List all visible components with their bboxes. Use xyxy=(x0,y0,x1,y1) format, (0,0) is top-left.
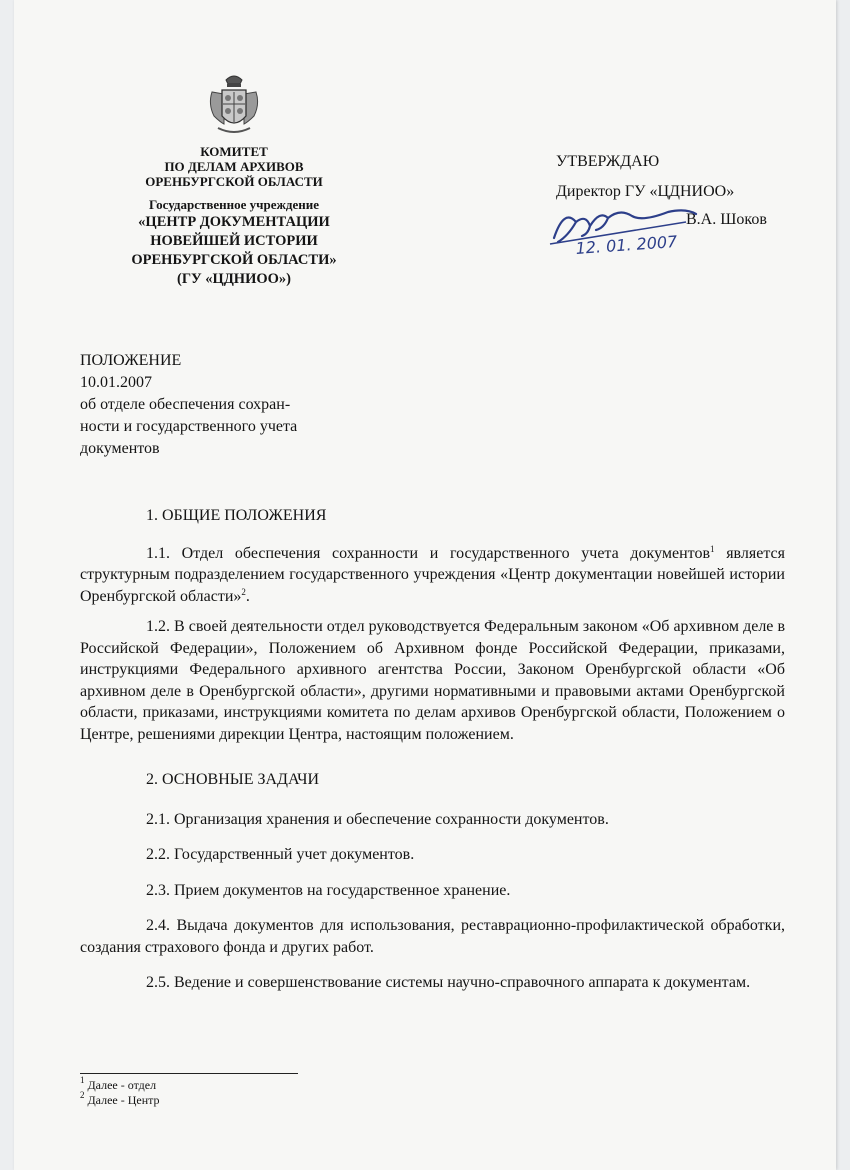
committee-line: КОМИТЕТ xyxy=(200,144,268,159)
footnote-text: Далее - Центр xyxy=(84,1093,160,1107)
footnote xyxy=(80,1075,160,1093)
document-title-block xyxy=(80,350,400,460)
task-item: 2.5. Ведение и совершенствование системы научно-справочного аппарата к документам. xyxy=(146,974,751,991)
institution-name xyxy=(84,197,384,289)
document-type: ПОЛОЖЕНИЕ xyxy=(80,352,182,369)
document-date: 10.01.2007 xyxy=(80,374,152,391)
institution-line: (ГУ «ЦДНИОО») xyxy=(176,271,292,287)
footnotes xyxy=(80,1075,160,1108)
committee-line: ПО ДЕЛАМ АРХИВОВ xyxy=(164,159,304,174)
handwritten-signature xyxy=(546,196,721,258)
coat-of-arms-icon xyxy=(204,70,264,140)
document-body xyxy=(80,505,785,1003)
signature-date: 12. 01. 2007 xyxy=(574,231,678,258)
footnote-divider xyxy=(80,1073,298,1074)
paragraph-1-2: 1.2. В своей деятельности отдел руководствуется Федеральным законом «Об архивном деле в Российской Федерации», Положением об Архивном фонде Российской Федерации, приказами, инструкциями Федерального архивного агентства России, Законом Оренбургской области «Об архивном деле в Оренбургской области», другими нормативными и правовыми актами Оренбургской области, приказами, инструкциями комитета по делам архивов Оренбургской области, Положением о Центре, решениями дирекции Центра, настоящим положением. xyxy=(80,618,785,743)
paragraph-text: является структурным подразделением государственного учреждения «Центр документации новейшей истории Оренбургской области» xyxy=(80,544,785,605)
institution-line: Государственное учреждение xyxy=(148,197,319,212)
approval-position: Директор ГУ «ЦДНИОО» xyxy=(556,183,735,200)
approval-block xyxy=(556,150,826,258)
section-heading: 1. ОБЩИЕ ПОЛОЖЕНИЯ xyxy=(146,507,327,524)
footnote-text: Далее - отдел xyxy=(84,1078,157,1092)
institution-line: «ЦЕНТР ДОКУМЕНТАЦИИ xyxy=(138,214,330,230)
task-item: 2.4. Выдача документов для использования, реставрационно-профилактической обработки, создания страхового фонда и других работ. xyxy=(80,917,785,956)
institution-line: ОРЕНБУРГСКОЙ ОБЛАСТИ» xyxy=(131,252,337,268)
paragraph-text: . xyxy=(245,587,250,605)
task-item: 2.3. Прием документов на государственное хранение. xyxy=(146,881,511,899)
task-item: 2.1. Организация хранения и обеспечение сохранности документов. xyxy=(146,810,609,828)
committee-name xyxy=(84,144,384,189)
approver-name: В.А. Шоков xyxy=(686,211,767,228)
document-subject-line: документов xyxy=(80,440,160,457)
document-subject-line: ности и государственного учета xyxy=(80,418,298,435)
footnote-number: 2 xyxy=(80,1090,85,1100)
approval-title: УТВЕРЖДАЮ xyxy=(556,153,660,170)
institution-line: НОВЕЙШЕЙ ИСТОРИИ xyxy=(150,233,318,249)
section-heading: 2. ОСНОВНЫЕ ЗАДАЧИ xyxy=(146,771,320,788)
footnote-ref: 1 xyxy=(710,543,715,554)
document-subject-line: об отделе обеспечения сохран- xyxy=(80,396,291,413)
paragraph-1-1 xyxy=(80,543,785,608)
letterhead xyxy=(84,70,384,289)
paragraph-text: 1.1. Отдел обеспечения сохранности и государственного учета документов xyxy=(146,544,711,562)
committee-line: ОРЕНБУРГСКОЙ ОБЛАСТИ xyxy=(145,174,323,189)
task-item: 2.2. Государственный учет документов. xyxy=(146,846,415,863)
footnote xyxy=(80,1090,160,1108)
document-page xyxy=(14,0,836,1170)
footnote-number: 1 xyxy=(80,1075,85,1085)
footnote-ref: 2 xyxy=(241,586,246,597)
